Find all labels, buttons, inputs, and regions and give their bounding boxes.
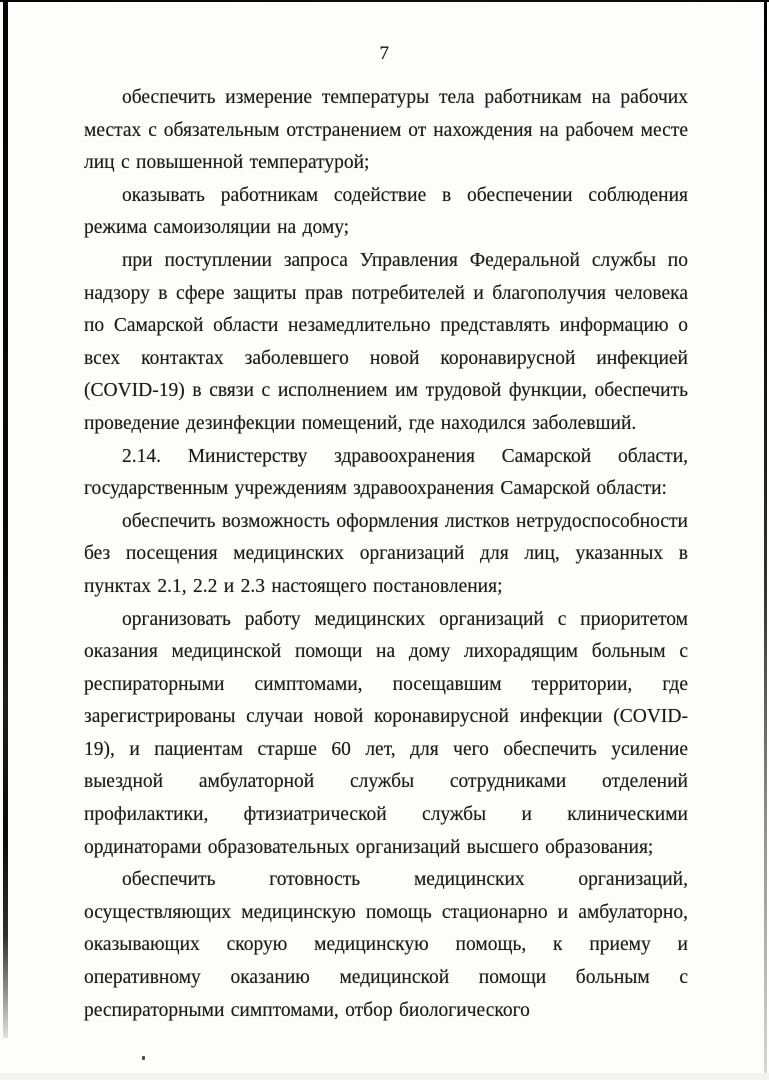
scan-speck-artifact bbox=[142, 1056, 145, 1060]
page-number: 7 bbox=[379, 43, 390, 64]
scan-bottom-band bbox=[0, 1073, 769, 1080]
scan-edge-left bbox=[3, 0, 8, 1038]
scan-edge-top bbox=[0, 0, 769, 2]
paragraph-sick-leave: обеспечить возможность оформления листков нетрудоспособности без посещения медицинских организаций для лиц, указанных в пунктах 2.1, 2.2 и 2.3 настоящего постановления; bbox=[84, 510, 688, 597]
document-body bbox=[84, 82, 688, 1027]
paragraph-clause-2-14: 2.14. Министерству здравоохранения Самарской области, государственным учреждениям здравоохранения Самарской области: bbox=[84, 445, 688, 500]
paragraph-temperature-measurement: обеспечить измерение температуры тела работникам на рабочих местах с обязательным отстранением от нахождения на рабочем месте лиц с повышенной температурой; bbox=[84, 87, 688, 174]
scan-edge-right bbox=[764, 0, 767, 1080]
paragraph-home-care-priority: организовать работу медицинских организаций с приоритетом оказания медицинской помощи на дому лихорадящим больным с респираторными симптомами, посещавшим территории, где зарегистрированы случаи новой коронавирусной инфекции (COVID-19), и пациентам старше 60 лет, для чего обеспечить усиление выездной амбулаторной службы сотрудниками отделений профилактики, фтизиатрической службы и клиническими ординаторами образовательных организаций высшего образования; bbox=[84, 608, 688, 858]
paragraph-self-isolation-assistance: оказывать работникам содействие в обеспечении соблюдения режима самоизоляции на дому; bbox=[84, 184, 688, 239]
paragraph-medical-readiness: обеспечить готовность медицинских организаций, осуществляющих медицинскую помощь стационарно и амбулаторно, оказывающих скорую медицинскую помощь, к приему и оперативному оказанию медицинской помощи больным с респираторными симптомами, отбор биологического bbox=[84, 869, 688, 1021]
paragraph-rospotrebnadzor-request: при поступлении запроса Управления Федеральной службы по надзору в сфере защиты прав потребителей и благополучия человека по Самарской области незамедлительно представлять информацию о всех контактах заболевшего новой коронавирусной инфекцией (COVID-19) в связи с исполнением им трудовой функции, обеспечить проведение дезинфекции помещений, где находился заболевший. bbox=[84, 249, 688, 434]
